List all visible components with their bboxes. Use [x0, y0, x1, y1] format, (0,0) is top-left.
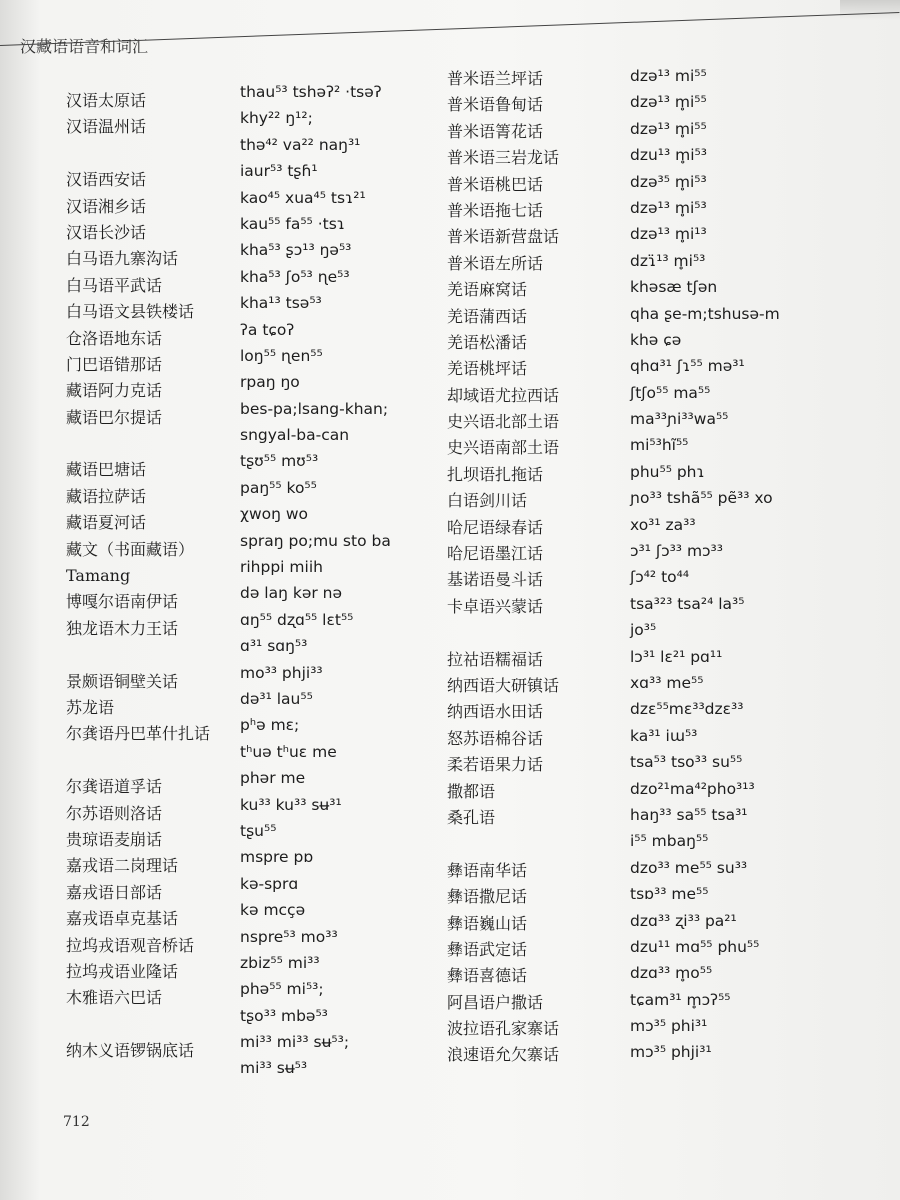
- word-form: dzɛ⁵⁵mɛ³³dzɛ³³: [630, 700, 744, 719]
- word-form: tsɒ³³ me⁵⁵: [630, 885, 709, 904]
- word-form: tsa³²³ tsa²⁴ la³⁵: [630, 594, 745, 613]
- word-form: jo³⁵: [630, 621, 657, 640]
- word-form: khy²² ŋ¹²;: [240, 109, 313, 128]
- word-form: i⁵⁵ mbaŋ⁵⁵: [630, 832, 709, 851]
- word-form: tʂo³³ mbə⁵³: [240, 1006, 328, 1025]
- word-form: phə⁵⁵ mi⁵³;: [240, 980, 324, 999]
- word-form: mɔ³⁵ phi³¹: [630, 1017, 708, 1036]
- dialect-name: 怒苏语棉谷话: [447, 728, 544, 748]
- left-word-forms-column: [240, 79, 391, 1082]
- dialect-name: 拉坞戎语业隆话: [66, 961, 179, 981]
- dialect-name: [447, 620, 559, 646]
- dialect-name: [66, 1064, 210, 1090]
- dialect-name: 普米语拖七话: [447, 200, 544, 220]
- dialect-name: 尔苏语则洛话: [66, 803, 163, 823]
- word-form: nspre⁵³ mo³³: [240, 927, 338, 946]
- word-form: kə-sprɑ: [240, 874, 299, 893]
- dialect-name: Tamang: [66, 566, 131, 586]
- word-form: qhɑ³¹ ʃɿ⁵⁵ mə³¹: [630, 357, 745, 376]
- dialect-name: 扎坝语扎拖话: [447, 464, 544, 484]
- word-form: dzɑ³³ m̥o⁵⁵: [630, 964, 713, 983]
- dialect-name: 却域语尤拉西话: [447, 385, 560, 405]
- word-form: dzə¹³ m̥i⁵³: [630, 198, 707, 217]
- dialect-name: 普米语桃巴话: [447, 174, 544, 194]
- dialect-name: 史兴语北部土语: [447, 412, 560, 432]
- dialect-name: 普米语左所话: [447, 253, 544, 273]
- word-form: ɲo³³ tshã⁵⁵ pẽ³³ xo: [630, 489, 773, 508]
- word-form: dzu¹³ m̥i⁵³: [630, 146, 707, 165]
- dialect-name: 白马语文县铁楼话: [66, 302, 195, 322]
- word-form: qha ʂe-m;tshusə-m: [630, 304, 780, 323]
- word-form: spraŋ po;mu sto ba: [240, 531, 391, 550]
- word-form: thə⁴² va²² naŋ³¹: [240, 135, 361, 154]
- right-word-forms-column: [630, 63, 780, 1066]
- word-form: ɔ³¹ ʃɔ³³ mɔ³³: [630, 542, 723, 561]
- dialect-name: [66, 431, 210, 457]
- dialect-name: 撒都语: [447, 781, 496, 801]
- dialect-name: 桑孔语: [447, 807, 496, 827]
- dialect-name: 拉祜语糯福话: [447, 649, 544, 669]
- dialect-name: 藏语夏河话: [66, 513, 147, 533]
- running-head: 汉藏语语音和词汇: [20, 37, 149, 56]
- word-form: kau⁵⁵ fa⁵⁵ ·tsɿ: [240, 214, 345, 233]
- word-form: sngyal-ba-can: [240, 426, 350, 445]
- dialect-name: 羌语桃坪话: [447, 359, 528, 379]
- word-form: mspre pɒ: [240, 848, 314, 867]
- dialect-name: 柔若语果力话: [447, 755, 544, 775]
- word-form: tsa⁵³ tso³³ su⁵⁵: [630, 753, 743, 772]
- word-form: tʂu⁵⁵: [240, 821, 277, 840]
- word-form: ku³³ ku³³ sʉ³¹: [240, 795, 342, 814]
- word-form: bes-pa;lsang-khan;: [240, 399, 389, 418]
- word-form: dzɿ̈¹³ m̥i⁵³: [630, 251, 706, 270]
- word-form: tɕam³¹ m̥ɔʔ⁵⁵: [630, 990, 731, 1009]
- dialect-name: 汉语西安话: [66, 170, 147, 190]
- word-form: rpaŋ ŋo: [240, 373, 300, 392]
- left-dialect-names-column: [66, 88, 210, 1091]
- word-form: mo³³ phji³³: [240, 663, 323, 682]
- dialect-name: 景颇语铜壁关话: [66, 671, 179, 691]
- dialect-name: [66, 748, 210, 774]
- word-form: ɑ³¹ sɑŋ⁵³: [240, 637, 308, 656]
- dialect-name: 羌语松潘话: [447, 332, 528, 352]
- dialect-name: 纳西语水田话: [447, 702, 544, 722]
- word-form: lɔ³¹ lɛ²¹ pɑ¹¹: [630, 647, 723, 666]
- word-form: haŋ³³ sa⁵⁵ tsa³¹: [630, 805, 748, 824]
- dialect-name: 波拉语孔家寨话: [447, 1019, 560, 1039]
- word-form: mi⁵³hĩ⁵⁵: [630, 436, 689, 455]
- word-form: ʃtʃo⁵⁵ ma⁵⁵: [630, 383, 711, 402]
- word-form: dzə¹³ mi⁵⁵: [630, 67, 707, 85]
- word-form: phər me: [240, 769, 306, 788]
- word-form: tʰuə tʰuɛ me: [240, 742, 337, 761]
- word-form: phu⁵⁵ phɿ: [630, 462, 705, 481]
- right-dialect-names-column: [447, 66, 559, 1069]
- word-form: ʃɔ⁴² to⁴⁴: [630, 568, 690, 587]
- dialect-name: 普米语三岩龙话: [447, 148, 560, 168]
- dialect-name: 博嘎尔语南伊话: [66, 592, 179, 612]
- word-form: mɔ³⁵ phji³¹: [630, 1043, 712, 1062]
- dialect-name: 门巴语错那话: [66, 354, 163, 374]
- word-form: kao⁴⁵ xua⁴⁵ tsɿ²¹: [240, 188, 366, 207]
- dialect-name: [447, 831, 559, 857]
- dialect-name: 拉坞戎语观音桥话: [66, 935, 195, 955]
- word-form: dzə¹³ m̥i⁵⁵: [630, 119, 707, 138]
- dialect-name: 普米语新营盘话: [447, 227, 560, 247]
- dialect-name: 彝语武定话: [447, 939, 528, 959]
- word-form: ka³¹ iɯ⁵³: [630, 726, 698, 745]
- word-form: kha⁵³ ʂɔ¹³ ŋə⁵³: [240, 241, 352, 260]
- word-form: khə ɕə: [630, 330, 682, 349]
- dialect-name: 嘉戎语卓克基话: [66, 909, 179, 929]
- word-form: paŋ⁵⁵ ko⁵⁵: [240, 478, 317, 497]
- dialect-name: 独龙语木力王话: [66, 618, 179, 638]
- word-form: rihppi miih: [240, 558, 323, 577]
- word-form: loŋ⁵⁵ ɳen⁵⁵: [240, 346, 323, 365]
- dialect-name: 白马语九寨沟话: [66, 249, 179, 269]
- dialect-name: 汉语温州话: [66, 117, 147, 137]
- dialect-name: 白语剑川话: [447, 491, 528, 511]
- page-number: 712: [63, 1114, 90, 1130]
- word-form: tʂʊ⁵⁵ mʊ⁵³: [240, 452, 319, 471]
- dialect-name: 藏语阿力克话: [66, 381, 163, 401]
- word-form: dzo³³ me⁵⁵ su³³: [630, 858, 748, 877]
- word-form: χwoŋ wo: [240, 505, 309, 524]
- dialect-name: 基诺语曼斗话: [447, 570, 544, 590]
- dialect-name: 彝语南华话: [447, 860, 528, 880]
- word-form: dzɑ³³ ʐi³³ pa²¹: [630, 911, 737, 930]
- dialect-name: 嘉戎语日部话: [66, 882, 163, 902]
- dialect-name: 嘉戎语二岗理话: [66, 856, 179, 876]
- dialect-name: 彝语巍山话: [447, 913, 528, 933]
- word-form: mi³³ mi³³ sʉ⁵³;: [240, 1033, 350, 1052]
- word-form: dzu¹¹ mɑ⁵⁵ phu⁵⁵: [630, 937, 760, 956]
- dialect-name: 木雅语六巴话: [66, 988, 163, 1008]
- dialect-name: 纳木义语锣锅底话: [66, 1041, 195, 1061]
- dialect-name: 史兴语南部土语: [447, 438, 560, 458]
- dialect-name: 藏语巴塘话: [66, 460, 147, 480]
- dialect-name: 羌语蒲西话: [447, 306, 528, 326]
- word-form: pʰə mɛ;: [240, 716, 300, 735]
- dialect-name: 哈尼语绿春话: [447, 517, 544, 537]
- dialect-name: [66, 642, 210, 668]
- word-form: dzə¹³ m̥i⁵⁵: [630, 93, 707, 112]
- dialect-name: [66, 141, 210, 167]
- word-form: də laŋ kər nə: [240, 584, 343, 603]
- word-form: də³¹ lau⁵⁵: [240, 689, 313, 708]
- word-form: dzo²¹ma⁴²pho³¹³: [630, 779, 755, 798]
- dialect-name: 贵琼语麦崩话: [66, 829, 163, 849]
- dialect-name: 阿昌语户撒话: [447, 992, 544, 1012]
- word-form: xɑ³³ me⁵⁵: [630, 673, 704, 692]
- dialect-name: 尔龚语道孚话: [66, 777, 163, 797]
- word-form: kə mcçə: [240, 901, 306, 920]
- word-form: xo³¹ za³³: [630, 515, 696, 534]
- dialect-name: 藏文（书面藏语）: [66, 539, 195, 559]
- dialect-name: 汉语太原话: [66, 91, 147, 110]
- dialect-name: [66, 1012, 210, 1038]
- dialect-name: 彝语撒尼话: [447, 887, 528, 907]
- word-form: kha¹³ tsə⁵³: [240, 294, 322, 313]
- dialect-name: 纳西语大研镇话: [447, 675, 560, 695]
- dialect-name: 彝语喜德话: [447, 966, 528, 986]
- word-form: kha⁵³ ʃo⁵³ ɳe⁵³: [240, 267, 350, 286]
- word-form: ɑŋ⁵⁵ dʐɑ⁵⁵ lɛt⁵⁵: [240, 610, 354, 629]
- word-form: thau⁵³ tshəʔ² ·tsəʔ: [240, 83, 382, 101]
- word-form: mi³³ sʉ⁵³: [240, 1059, 308, 1078]
- dialect-name: 仓洛语地东话: [66, 328, 163, 348]
- word-form: iaur⁵³ tʂɦ¹: [240, 162, 318, 181]
- dialect-name: 普米语鲁甸话: [447, 95, 544, 115]
- dialect-name: 普米语兰坪话: [447, 69, 544, 88]
- dialect-name: 哈尼语墨江话: [447, 544, 544, 564]
- word-form: dzə³⁵ m̥i⁵³: [630, 172, 707, 191]
- word-form: ma³³ɲi³³wa⁵⁵: [630, 410, 729, 429]
- word-form: dzə¹³ m̥i¹³: [630, 225, 707, 244]
- dialect-name: 汉语长沙话: [66, 222, 147, 242]
- dialect-name: 尔龚语丹巴革什扎话: [66, 724, 211, 744]
- dialect-name: 普米语箐花话: [447, 121, 544, 141]
- dialect-name: 苏龙语: [66, 697, 115, 717]
- dialect-name: 卡卓语兴蒙话: [447, 596, 544, 616]
- dialect-name: 藏语拉萨话: [66, 486, 147, 506]
- word-form: zbiz⁵⁵ mi³³: [240, 953, 320, 972]
- word-form: ʔa tɕoʔ: [240, 320, 295, 339]
- dialect-name: 浪速语允欠寨话: [447, 1045, 560, 1065]
- dialect-name: 藏语巴尔提话: [66, 407, 163, 427]
- word-form: khəsæ tʃən: [630, 278, 718, 297]
- dialect-name: 白马语平武话: [66, 275, 163, 295]
- dialect-name: 羌语麻窝话: [447, 280, 528, 300]
- dialect-name: 汉语湘乡话: [66, 196, 147, 216]
